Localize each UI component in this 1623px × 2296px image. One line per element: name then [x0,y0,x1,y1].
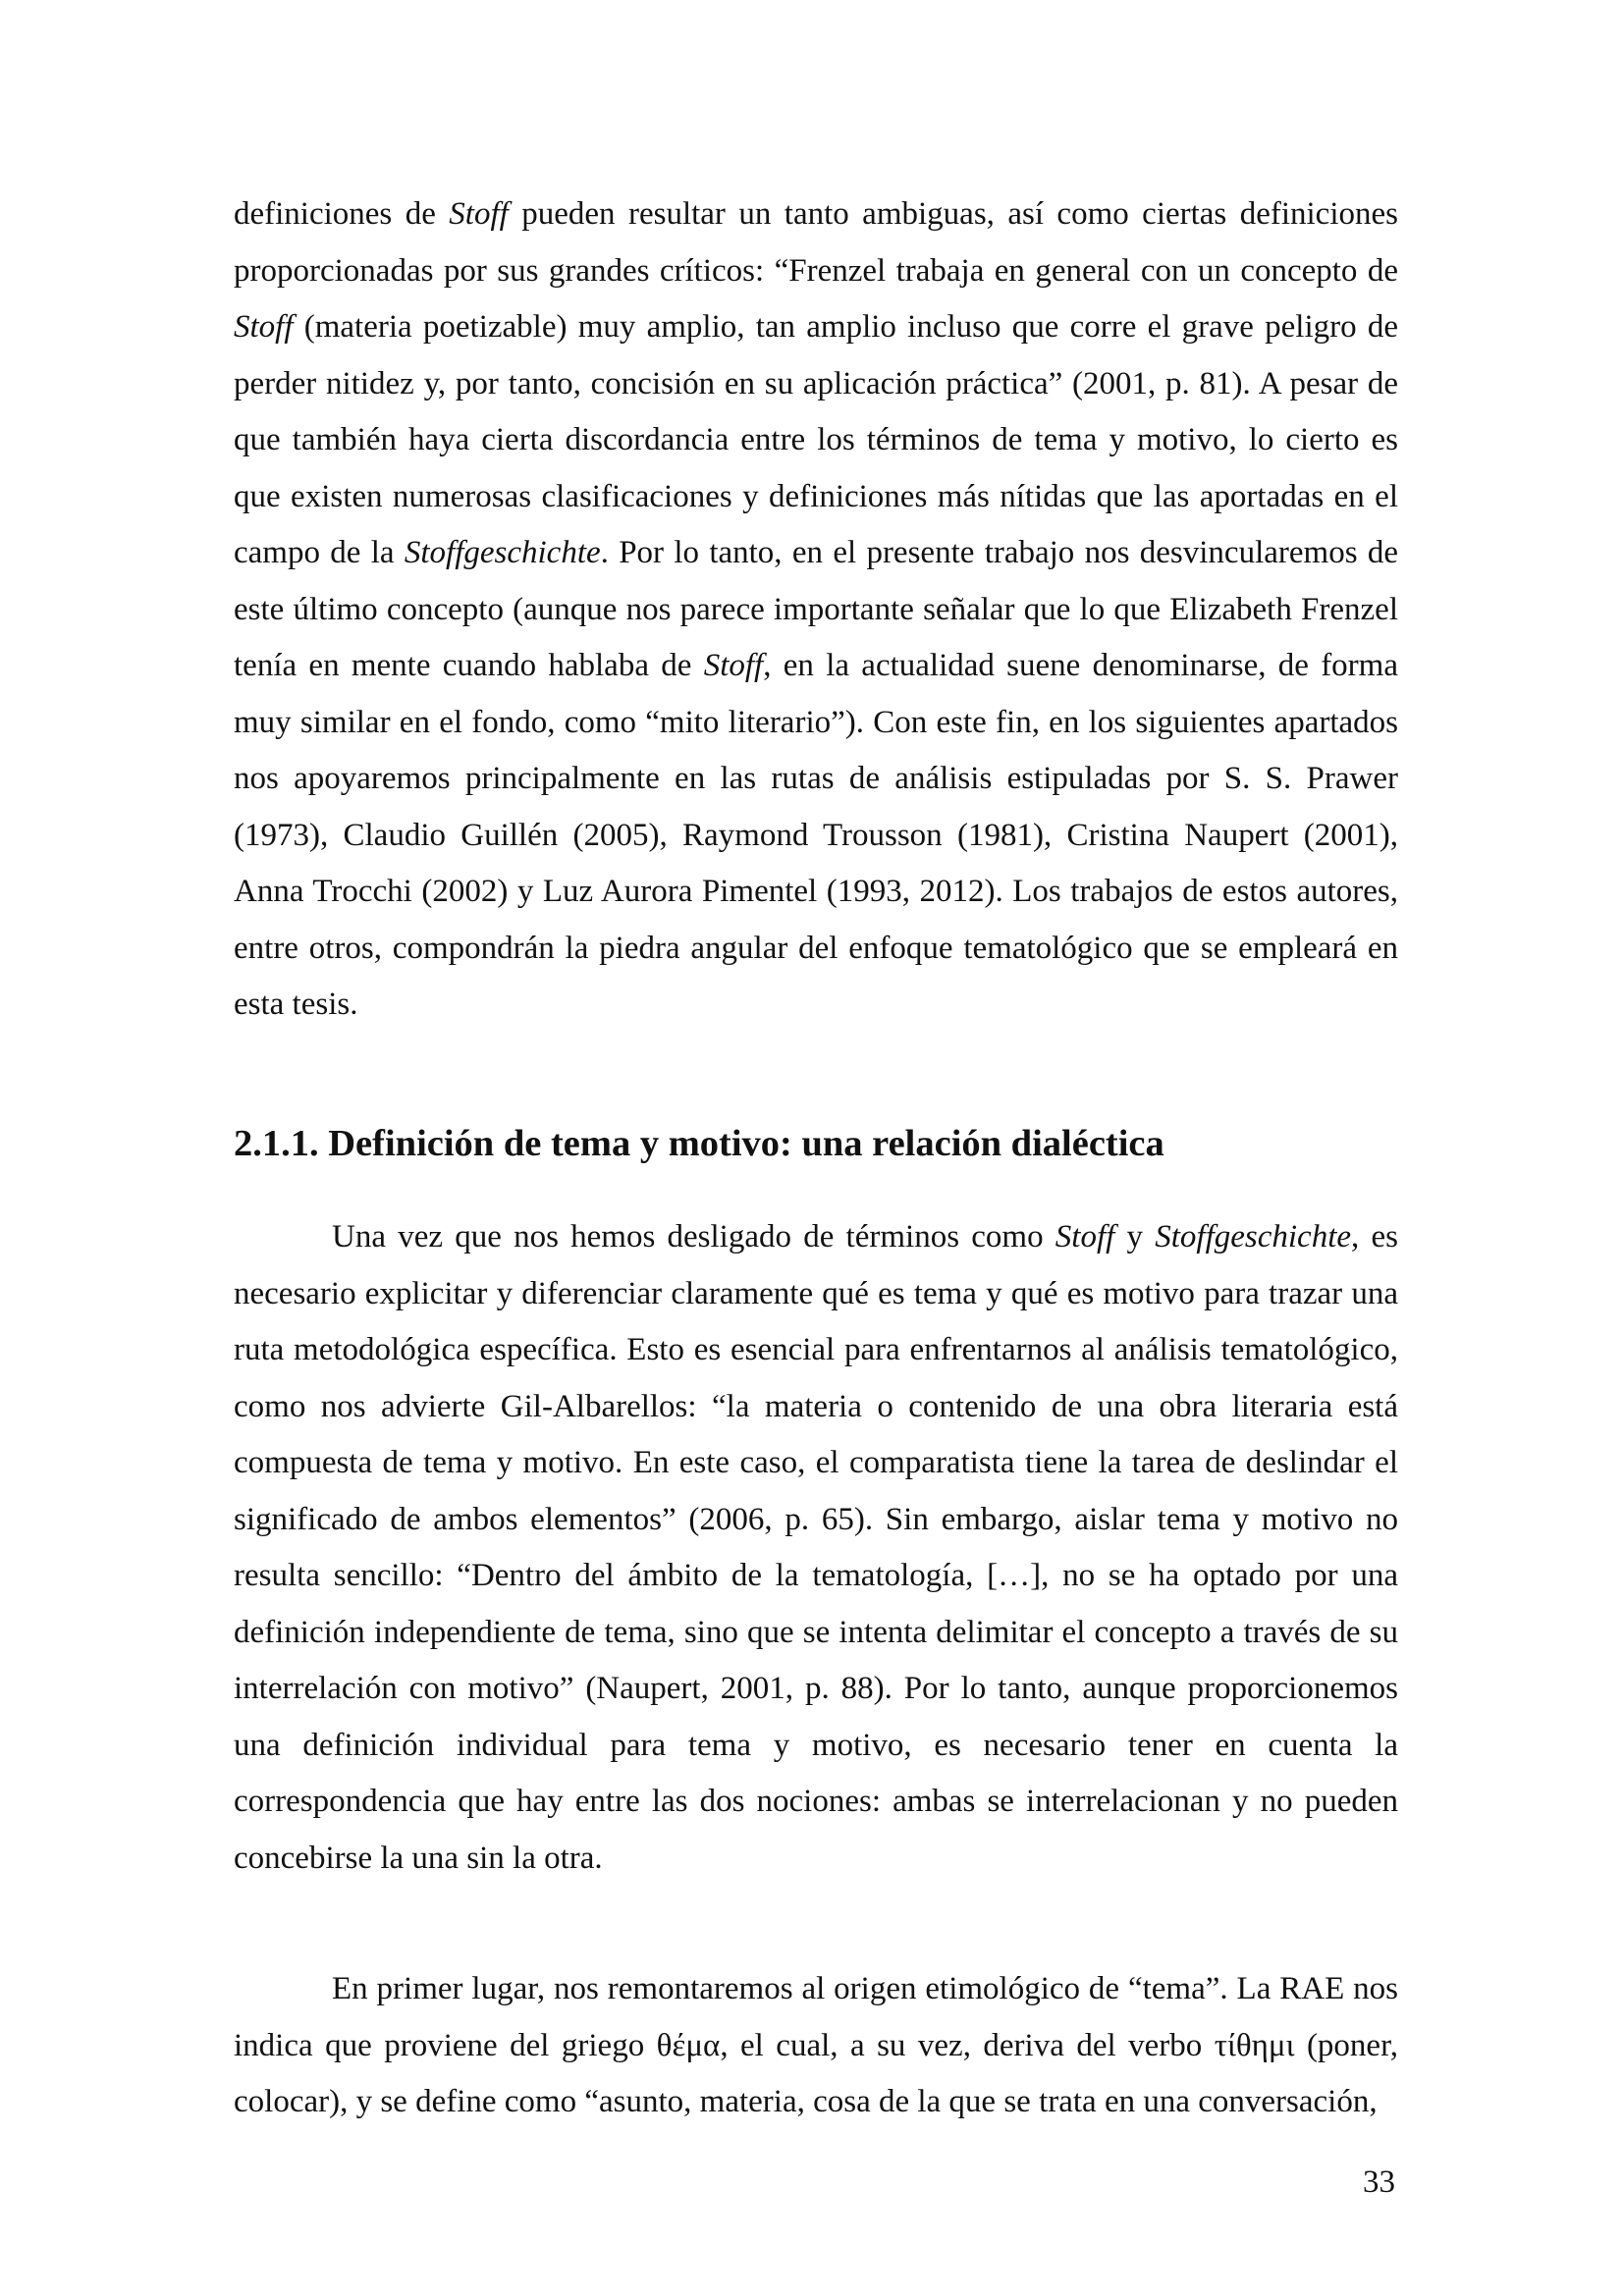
text-segment: , es necesario explicitar y diferenciar claramente qué es tema y qué es motivo para trazar una ruta metodológica específica. Esto es esencial para enfrentarnos al análisis tematológico, como nos advierte Gil-Albarellos: “la materia o contenido de una obra literaria está compuesta de tema y motivo. En este caso, el comparatista tiene la tarea de deslindar el significado de ambos elementos” (2006, p. 65). Sin embargo, aislar tema y motivo no resulta sencillo: “Dentro del ámbito de la tematología, […], no se ha optado por una definición independiente de tema, sino que se intenta delimitar el concepto a través de su interrelación con motivo” (Naupert, 2001, p. 88). Por lo tanto, aunque proporcionemos una definición individual para tema y motivo, es necesario tener en cuenta la correspondencia que hay entre las dos nociones: ambas se interrelacionan y no pueden concebirse la una sin la otra. [234,1219,1398,1876]
text-segment: . Por lo tanto, en el presente trabajo nos desvincularemos de este último concepto (aunque nos parece importante señalar que lo que Elizabeth Frenzel tenía en mente cuando hablaba de [234,535,1398,683]
italic-term: Stoffgeschichte [1155,1219,1352,1255]
text-segment: , en la actualidad suene denominarse, de forma muy similar en el fondo, como “mito literario”). Con este fin, en los siguientes apartados nos apoyaremos principalmente en las rutas de análisis estipuladas por S. S. Prawer (1973), Claudio Guillén (2005), Raymond Trousson (1981), Cristina Naupert (2001), Anna Trocchi (2002) y Luz Aurora Pimentel (1993, 2012). Los trabajos de estos autores, entre otros, compondrán la piedra angular del enfoque tematológico que se empleará en esta tesis. [234,648,1398,1022]
italic-term: Stoff [1055,1219,1115,1255]
section-heading: 2.1.1. Definición de tema y motivo: una relación dialéctica [234,1123,1164,1164]
page-number: 33 [1363,2164,1395,2200]
text-segment: Una vez que nos hemos desligado de términos como [332,1219,1055,1255]
text-segment: (materia poetizable) muy amplio, tan amplio incluso que corre el grave peligro de perder nitidez y, por tanto, concisión en su aplicación práctica” (2001, p. 81). A pesar de que también haya cierta discordancia entre los términos de tema y motivo, lo cierto es que existen numerosas clasificaciones y definiciones más nítidas que las aportadas en el campo de la [234,309,1398,570]
text-segment: y [1114,1219,1156,1255]
text-segment: definiciones de [234,196,450,232]
body-paragraph [234,187,1398,1034]
italic-term: Stoff [703,648,764,683]
body-paragraph [234,1209,1398,1887]
body-paragraph [234,1961,1398,2131]
italic-term: Stoff [449,196,509,232]
text-segment: En primer lugar, nos remontaremos al origen etimológico de “tema”. La RAE nos indica que proviene del griego θέμα, el cual, a su vez, deriva del verbo τίθημι (poner, colocar), y se define como “asunto, materia, cosa de la que se trata en una conversación, [234,1971,1398,2119]
italic-term: Stoff [234,309,294,345]
text-segment: pueden resultar un tanto ambiguas, así como ciertas definiciones proporcionadas por sus grandes críticos: “Frenzel trabaja en general con un concepto de [234,196,1398,289]
italic-term: Stoffgeschichte [404,535,601,570]
